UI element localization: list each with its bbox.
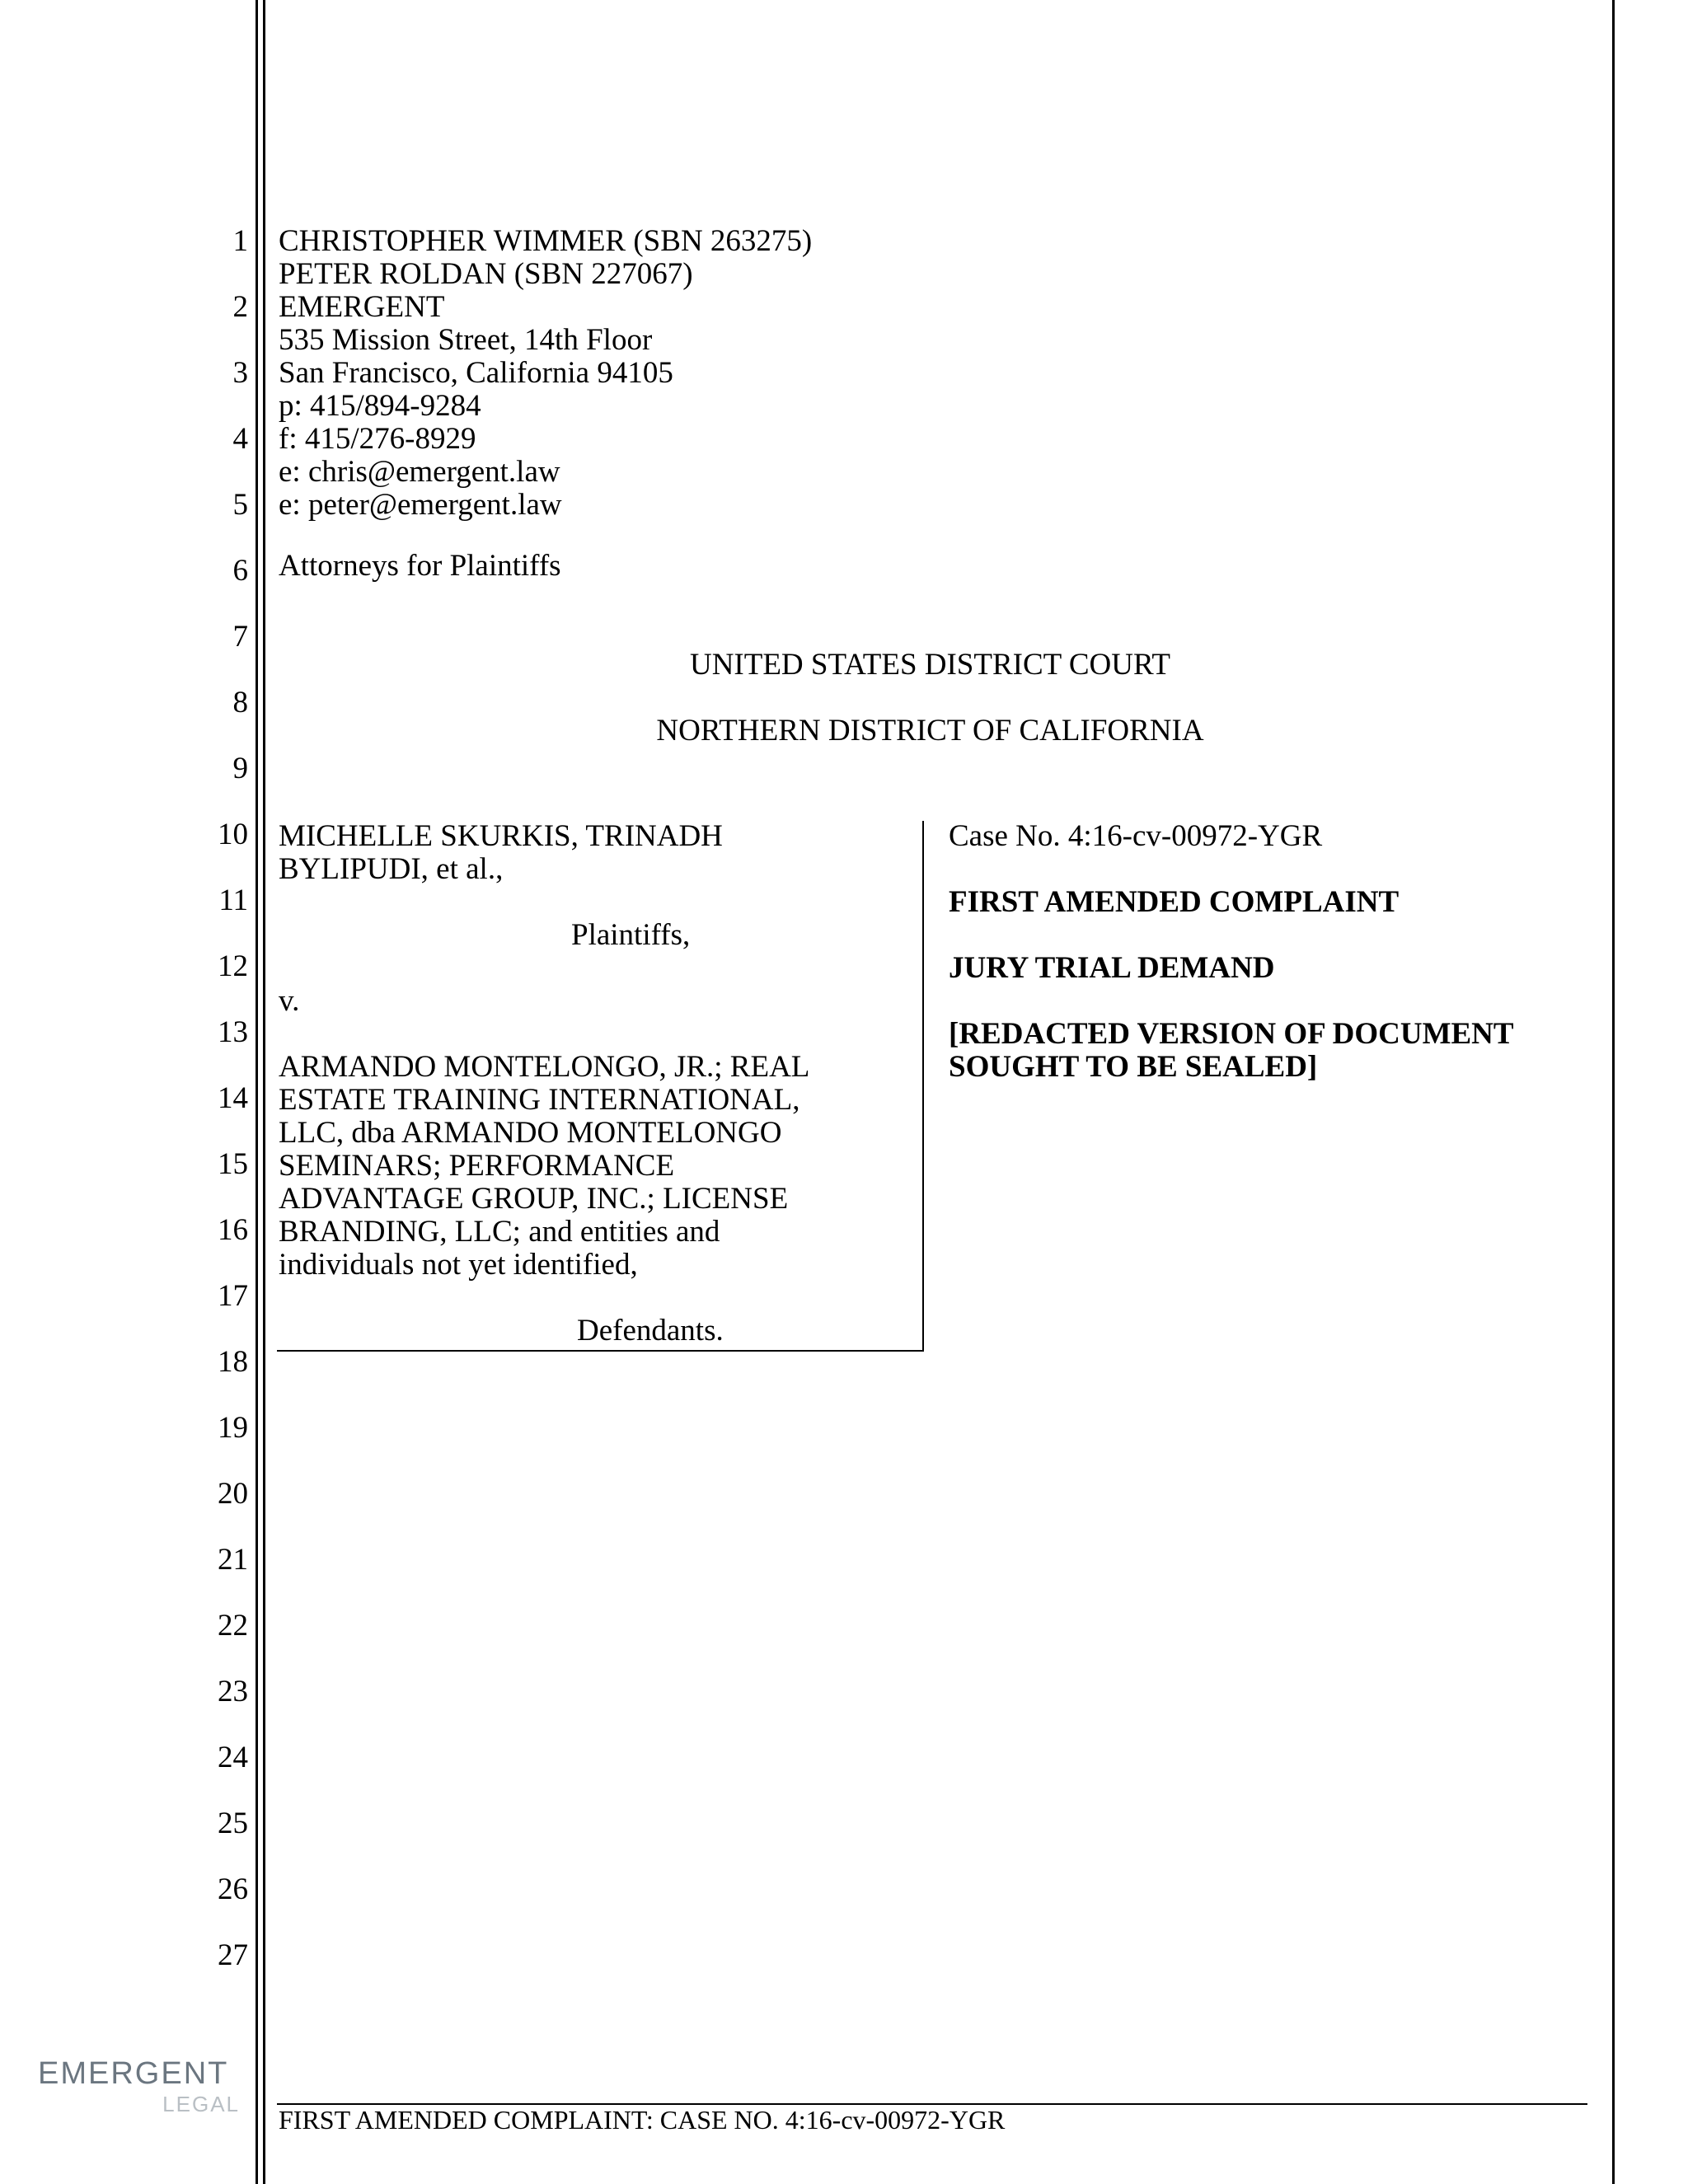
defendants-line: ESTATE TRAINING INTERNATIONAL,: [279, 1083, 800, 1117]
line-number: 13: [218, 1015, 248, 1049]
plaintiffs-label: Plaintiffs,: [571, 918, 691, 952]
counsel-line: 535 Mission Street, 14th Floor: [279, 323, 653, 357]
line-number: 7: [232, 620, 248, 654]
defendants-line: LLC, dba ARMANDO MONTELONGO: [279, 1116, 782, 1150]
line-number: 9: [232, 752, 248, 785]
logo-subtitle: LEGAL: [162, 2092, 240, 2116]
jury-demand: JURY TRIAL DEMAND: [949, 951, 1275, 985]
line-number: 21: [218, 1543, 248, 1577]
defendants-line: individuals not yet identified,: [279, 1248, 638, 1282]
counsel-line: e: peter@emergent.law: [279, 488, 562, 522]
line-number: 11: [218, 883, 248, 917]
emergent-legal-logo: [38, 2054, 244, 2120]
right-margin-rule: [1612, 0, 1615, 2184]
attorneys-for: Attorneys for Plaintiffs: [279, 549, 561, 583]
defendants-line: ARMANDO MONTELONGO, JR.; REAL: [279, 1050, 810, 1084]
defendants-line: SEMINARS; PERFORMANCE: [279, 1149, 675, 1183]
line-number: 22: [218, 1609, 248, 1643]
defendants-line: ADVANTAGE GROUP, INC.; LICENSE: [279, 1182, 789, 1216]
defendants-line: BRANDING, LLC; and entities and: [279, 1215, 720, 1249]
counsel-line: e: chris@emergent.law: [279, 455, 560, 489]
court-district: NORTHERN DISTRICT OF CALIFORNIA: [656, 714, 1204, 748]
line-number: 2: [232, 290, 248, 324]
case-number: Case No. 4:16-cv-00972-YGR: [949, 819, 1323, 853]
counsel-line: p: 415/894-9284: [279, 389, 481, 423]
counsel-line: f: 415/276-8929: [279, 422, 476, 456]
line-number: 27: [218, 1938, 248, 1972]
defendants-label: Defendants.: [577, 1314, 724, 1347]
line-number: 10: [218, 818, 248, 851]
plaintiffs-line: MICHELLE SKURKIS, TRINADH: [279, 819, 723, 853]
line-number: 8: [232, 686, 248, 719]
left-margin-rule-inner: [263, 0, 265, 2184]
line-number: 6: [232, 554, 248, 588]
line-number: 1: [232, 224, 248, 258]
line-number: 15: [218, 1147, 248, 1181]
line-number: 24: [218, 1741, 248, 1774]
redacted-notice-line: SOUGHT TO BE SEALED]: [949, 1050, 1318, 1084]
redacted-notice-line: [REDACTED VERSION OF DOCUMENT: [949, 1017, 1514, 1051]
counsel-line: San Francisco, California 94105: [279, 356, 673, 390]
caption-divider: [922, 821, 924, 1352]
line-number: 25: [218, 1807, 248, 1840]
line-number: 17: [218, 1279, 248, 1313]
line-number: 14: [218, 1081, 248, 1115]
line-number: 3: [232, 356, 248, 390]
footer-text: FIRST AMENDED COMPLAINT: CASE NO. 4:16-cv-00972-YGR: [279, 2105, 1006, 2135]
versus: v.: [279, 984, 300, 1018]
plaintiffs-line: BYLIPUDI, et al.,: [279, 852, 504, 886]
logo-wordmark: EMERGENT: [38, 2056, 229, 2091]
line-number: 19: [218, 1411, 248, 1445]
counsel-line: PETER ROLDAN (SBN 227067): [279, 257, 693, 291]
counsel-block: [279, 225, 812, 522]
line-number: 20: [218, 1477, 248, 1511]
counsel-line: EMERGENT: [279, 290, 445, 324]
line-number: 4: [232, 422, 248, 456]
line-number: 5: [232, 488, 248, 522]
line-number: 12: [218, 949, 248, 983]
line-number: 26: [218, 1872, 248, 1906]
document-title: FIRST AMENDED COMPLAINT: [949, 885, 1400, 919]
line-number: 23: [218, 1675, 248, 1708]
left-margin-rule: [256, 0, 258, 2184]
caption-bottom-rule: [277, 1350, 924, 1352]
line-number: 16: [218, 1213, 248, 1247]
counsel-line: CHRISTOPHER WIMMER (SBN 263275): [279, 224, 813, 258]
line-number: 18: [218, 1345, 248, 1379]
court-name: UNITED STATES DISTRICT COURT: [689, 648, 1171, 682]
